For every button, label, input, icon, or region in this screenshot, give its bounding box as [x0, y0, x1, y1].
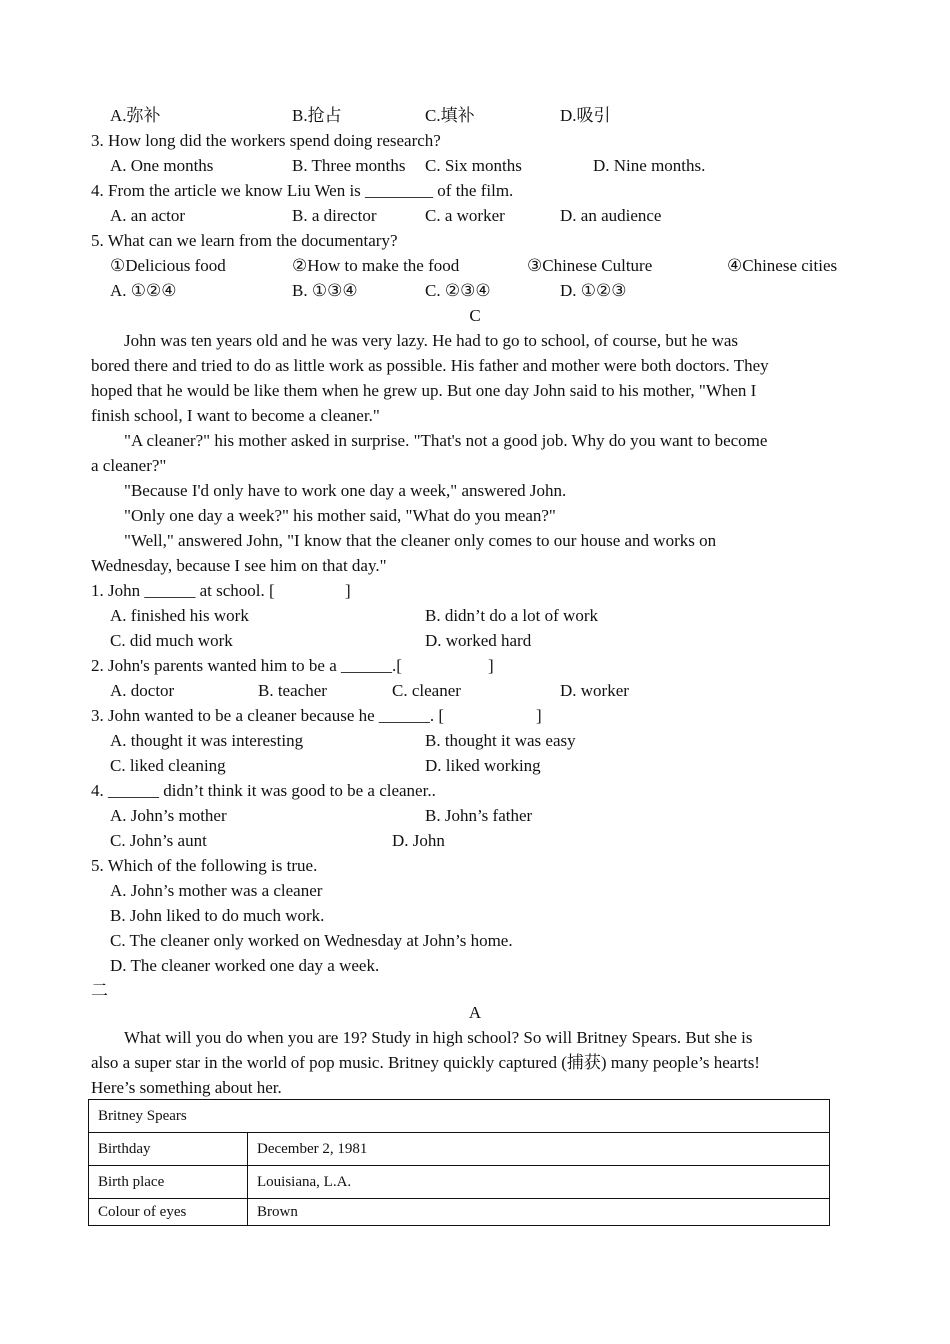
c-q2-options: A. doctor B. teacher C. cleaner D. worker [110, 681, 629, 700]
table-row [89, 1199, 830, 1226]
option-d: D. ①②③ [560, 281, 627, 300]
passage-line: finish school, I want to become a cleaner." [91, 406, 380, 425]
option-d: D.吸引 [560, 106, 611, 125]
passage-line: bored there and tried to do as little work as possible. His father and mother were both doctors. They [91, 356, 769, 375]
answer-bracket: ] [536, 706, 542, 725]
row-value: Louisiana, L.A. [248, 1166, 830, 1199]
passage-line: John was ten years old and he was very lazy. He had to go to school, of course, but he was [124, 331, 739, 350]
option-c: C.填补 [425, 106, 475, 125]
row-value: December 2, 1981 [248, 1133, 830, 1166]
c-q5-option-b: B. John liked to do much work. [110, 906, 325, 925]
prev-q4-stem: 4. From the article we know Liu Wen is ________ of the film. [91, 181, 514, 200]
part-two-heading: A [468, 1003, 482, 1022]
table-title: Britney Spears [89, 1100, 830, 1133]
option-c: C. ②③④ [425, 281, 491, 300]
c-q5-option-c: C. The cleaner only worked on Wednesday at John’s home. [110, 931, 513, 950]
option-d: D. Nine months. [593, 156, 706, 175]
section-c-heading: C [469, 306, 481, 325]
c-q3-options-cd: C. liked cleaning D. liked working [110, 756, 541, 775]
prev-q3-options [0, 153, 950, 178]
row-value: Brown [248, 1199, 830, 1226]
option-a: A. an actor [110, 206, 186, 225]
passage-line: "Only one day a week?" his mother said, "What do you mean?" [124, 506, 556, 525]
passage-line: Wednesday, because I see him on that day." [91, 556, 387, 575]
passage-line: "A cleaner?" his mother asked in surprise. "That's not a good job. Why do you want to become [124, 431, 768, 450]
passage-line: also a super star in the world of pop music. Britney quickly captured (捕获) many people’s hearts! [91, 1053, 760, 1072]
passage-line: "Well," answered John, "I know that the cleaner only comes to our house and works on [124, 531, 717, 550]
passage-line: a cleaner?" [91, 456, 167, 475]
c-q1-stem: 1. John ______ at school. [ ] [0, 578, 950, 603]
answer-bracket: ] [345, 581, 351, 600]
row-label: Birthday [89, 1133, 248, 1166]
passage-line: "Because I'd only have to work one day a week," answered John. [124, 481, 567, 500]
c-q4-stem: 4. ______ didn’t think it was good to be a cleaner.. [91, 781, 436, 800]
c-q3-options-ab: A. thought it was interesting B. thought it was easy [110, 731, 576, 750]
c-q5-stem: 5. Which of the following is true. [91, 856, 318, 875]
prev-q2-options [0, 103, 950, 128]
prev-q4-options [0, 203, 950, 228]
option-b: B.抢占 [292, 106, 342, 125]
c-q4-options-ab: A. John’s mother B. John’s father [110, 806, 533, 825]
prev-q5-items: ①Delicious food ②How to make the food ③Chinese Culture ④Chinese cities [110, 256, 838, 275]
c-q1-options-cd: C. did much work D. worked hard [110, 631, 532, 650]
option-a: A. ①②④ [110, 281, 177, 300]
prev-q5-stem: 5. What can we learn from the documentary? [91, 231, 398, 250]
option-a: A. One months [110, 156, 214, 175]
britney-info-table [88, 1099, 830, 1226]
option-d: D. an audience [560, 206, 662, 225]
option-b: B. a director [292, 206, 377, 225]
table-title-row [89, 1100, 830, 1133]
c-q4-options-cd: C. John’s aunt D. John [110, 831, 445, 850]
c-q2-stem: 2. John's parents wanted him to be a ______.[ ] [0, 653, 950, 678]
c-q5-option-a: A. John’s mother was a cleaner [110, 881, 323, 900]
passage-line: hoped that he would be like them when he grew up. But one day John said to his mother, "When I [91, 381, 757, 400]
passage-line: What will you do when you are 19? Study in high school? So will Britney Spears. But she is [124, 1028, 753, 1047]
passage-line: Here’s something about her. [91, 1078, 282, 1097]
answer-bracket: ] [488, 656, 494, 675]
prev-q3-stem: 3. How long did the workers spend doing research? [91, 131, 441, 150]
option-c: C. a worker [425, 206, 505, 225]
part-two-marker: 二 [91, 981, 108, 1000]
option-b: B. Three months [292, 156, 406, 175]
c-q1-options-ab: A. finished his work B. didn’t do a lot of work [110, 606, 598, 625]
c-q5-option-d: D. The cleaner worked one day a week. [110, 956, 380, 975]
option-a: A.弥补 [110, 106, 161, 125]
option-b: B. ①③④ [292, 281, 358, 300]
row-label: Birth place [89, 1166, 248, 1199]
table-row [89, 1166, 830, 1199]
table-row [89, 1133, 830, 1166]
row-label: Colour of eyes [89, 1199, 248, 1226]
c-q3-stem: 3. John wanted to be a cleaner because he ______. [ ] [0, 703, 950, 728]
option-c: C. Six months [425, 156, 522, 175]
prev-q5-options [0, 278, 950, 303]
